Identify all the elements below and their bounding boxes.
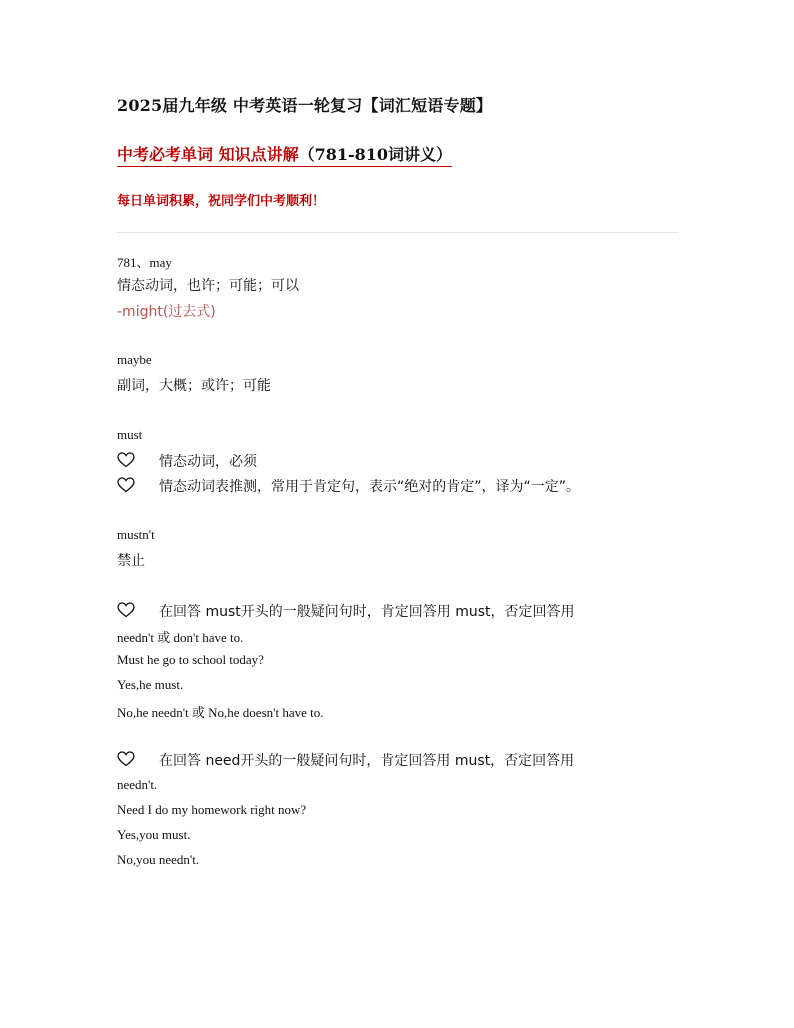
page-title: 2025届九年级 中考英语一轮复习【词汇短语专题】 [117, 96, 493, 115]
note-must-answer [117, 601, 575, 621]
bullet-text: 情态动词，必须 [159, 454, 257, 470]
note-need-answer [117, 750, 574, 770]
note-text: 在回答 need开头的一般疑问句时，肯定回答用 must，否定回答用 [159, 753, 575, 769]
divider [117, 232, 679, 233]
bullet-item-must-2 [117, 476, 580, 496]
example-sentence: No,you needn't. [117, 852, 200, 867]
subtitle-range: （781-810词讲义） [298, 145, 453, 164]
bullet-text: 情态动词表推测，常用于肯定句，表示“绝对的肯定”，译为“一定”。 [159, 479, 581, 495]
word-may: 781、may [117, 255, 172, 270]
heart-outline-icon [117, 751, 135, 767]
page-subtitle [117, 142, 452, 167]
example-sentence: Need I do my homework right now? [117, 802, 307, 817]
example-sentence: Must he go to school today? [117, 652, 264, 667]
definition-mustnt: 禁止 [117, 553, 145, 569]
word-mustnt: mustn't [117, 527, 155, 542]
motto-line: 每日单词积累，祝同学们中考顺利！ [117, 194, 326, 209]
word-must: must [117, 427, 143, 442]
example-sentence: Yes,he must. [117, 677, 184, 692]
definition-maybe: 副词，大概；或许；可能 [117, 378, 271, 394]
heart-outline-icon [117, 602, 135, 618]
example-sentence: No,he needn't 或 No,he doesn't have to. [117, 705, 324, 720]
word-maybe: maybe [117, 352, 152, 367]
past-tense-may: -might(过去式) [117, 304, 216, 320]
note-need-continuation: needn't. [117, 777, 158, 792]
heart-outline-icon [117, 452, 135, 468]
note-text: 在回答 must开头的一般疑问句时，肯定回答用 must，否定回答用 [159, 604, 575, 620]
definition-may: 情态动词，也许；可能；可以 [117, 278, 299, 294]
subtitle-highlight: 中考必考单词 知识点讲解 [117, 145, 299, 164]
example-sentence: Yes,you must. [117, 827, 191, 842]
heart-outline-icon [117, 477, 135, 493]
bullet-item-must-1 [117, 451, 257, 471]
note-must-continuation: needn't 或 don't have to. [117, 630, 244, 645]
